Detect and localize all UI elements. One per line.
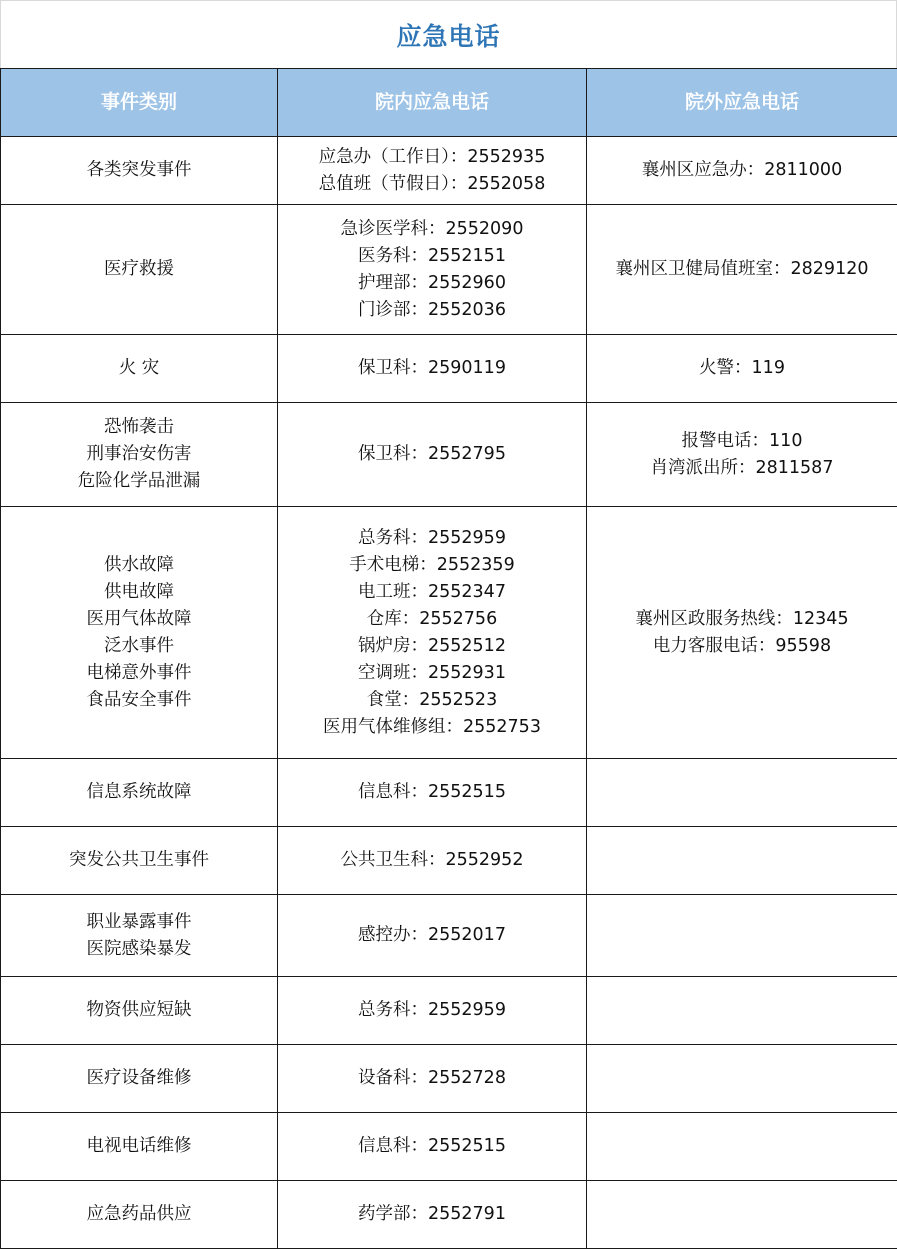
emergency-phone-table xyxy=(0,68,897,1249)
external-phone-cell xyxy=(587,1181,897,1249)
external-phone-cell xyxy=(587,827,897,895)
internal-phone-line: 空调班：2552931 xyxy=(358,662,506,683)
table-row xyxy=(1,403,897,507)
external-phone-line: 襄州区政服务热线：12345 xyxy=(635,608,849,629)
internal-phone-line: 急诊医学科：2552090 xyxy=(340,218,524,239)
table-row xyxy=(1,137,897,205)
external-phone-cell xyxy=(587,335,897,403)
table-row xyxy=(1,205,897,335)
external-phone-cell xyxy=(587,1113,897,1181)
internal-phone-cell xyxy=(278,1181,587,1249)
category-cell xyxy=(1,1045,278,1113)
external-phone-cell xyxy=(587,205,897,335)
category-line: 危险化学品泄漏 xyxy=(77,471,201,491)
internal-phone-cell xyxy=(278,759,587,827)
category-cell xyxy=(1,137,278,205)
category-cell xyxy=(1,205,278,335)
internal-phone-line: 电工班：2552347 xyxy=(358,581,506,602)
internal-phone-cell xyxy=(278,827,587,895)
internal-phone-line: 保卫科：2590119 xyxy=(358,358,506,378)
internal-phone-cell xyxy=(278,1113,587,1181)
external-phone-cell xyxy=(587,403,897,507)
external-phone-line: 电力客服电话：95598 xyxy=(652,635,832,656)
external-phone-cell xyxy=(587,137,897,205)
category-line: 电视电话维修 xyxy=(86,1136,192,1156)
internal-phone-line: 信息科：2552515 xyxy=(358,782,506,802)
internal-phone-line: 门诊部：2552036 xyxy=(358,299,506,320)
table-row xyxy=(1,1045,897,1113)
category-line: 医用气体故障 xyxy=(86,608,192,629)
category-cell xyxy=(1,827,278,895)
internal-phone-cell xyxy=(278,1045,587,1113)
internal-phone-line: 信息科：2552515 xyxy=(358,1136,506,1156)
category-line: 恐怖袭击 xyxy=(104,417,174,437)
category-line: 医疗设备维修 xyxy=(86,1068,192,1088)
table-row xyxy=(1,1181,897,1249)
category-cell xyxy=(1,335,278,403)
internal-phone-line: 感控办：2552017 xyxy=(358,925,506,945)
internal-phone-cell xyxy=(278,977,587,1045)
internal-phone-cell xyxy=(278,137,587,205)
external-phone-cell xyxy=(587,977,897,1045)
category-cell xyxy=(1,1113,278,1181)
internal-phone-line: 应急办（工作日）：2552935 xyxy=(318,146,546,167)
category-cell xyxy=(1,507,278,759)
header-category: 事件类别 xyxy=(1,69,278,137)
category-line: 信息系统故障 xyxy=(86,782,192,802)
category-line: 职业暴露事件 xyxy=(86,911,192,932)
category-cell xyxy=(1,403,278,507)
internal-phone-cell xyxy=(278,205,587,335)
external-phone-cell xyxy=(587,1045,897,1113)
category-line: 供电故障 xyxy=(104,581,174,602)
external-phone-line: 襄州区应急办：2811000 xyxy=(641,160,843,180)
category-line: 电梯意外事件 xyxy=(86,662,192,683)
internal-phone-cell xyxy=(278,335,587,403)
external-phone-line: 肖湾派出所：2811587 xyxy=(650,457,834,478)
internal-phone-line: 医务科：2552151 xyxy=(358,245,506,266)
page-title: 应急电话 xyxy=(396,21,501,51)
internal-phone-cell xyxy=(278,507,587,759)
header-internal-phone: 院内应急电话 xyxy=(278,69,587,137)
category-line: 食品安全事件 xyxy=(86,689,192,710)
external-phone-cell xyxy=(587,507,897,759)
category-line: 医疗救援 xyxy=(104,259,174,279)
internal-phone-line: 药学部：2552791 xyxy=(358,1204,506,1224)
internal-phone-line: 总务科：2552959 xyxy=(358,527,506,548)
category-line: 火 灾 xyxy=(118,358,160,378)
internal-phone-line: 锅炉房：2552512 xyxy=(358,635,506,656)
header-external-phone: 院外应急电话 xyxy=(587,69,897,137)
internal-phone-line: 公共卫生科：2552952 xyxy=(340,850,524,870)
category-line: 泛水事件 xyxy=(104,635,174,656)
external-phone-line: 襄州区卫健局值班室：2829120 xyxy=(615,259,869,279)
internal-phone-line: 手术电梯：2552359 xyxy=(349,554,515,575)
category-cell xyxy=(1,1181,278,1249)
internal-phone-line: 总务科：2552959 xyxy=(358,1000,506,1020)
category-cell xyxy=(1,895,278,977)
table-row xyxy=(1,335,897,403)
internal-phone-cell xyxy=(278,403,587,507)
internal-phone-line: 保卫科：2552795 xyxy=(358,444,506,464)
header-row xyxy=(1,69,897,137)
external-phone-line: 报警电话：110 xyxy=(681,430,803,451)
internal-phone-cell xyxy=(278,895,587,977)
category-cell xyxy=(1,759,278,827)
category-line: 各类突发事件 xyxy=(86,160,192,180)
internal-phone-line: 设备科：2552728 xyxy=(358,1068,506,1088)
category-line: 物资供应短缺 xyxy=(86,1000,192,1020)
category-line: 应急药品供应 xyxy=(86,1204,192,1224)
table-row xyxy=(1,977,897,1045)
category-line: 突发公共卫生事件 xyxy=(69,850,209,870)
table-row xyxy=(1,895,897,977)
internal-phone-line: 医用气体维修组：2552753 xyxy=(323,716,541,737)
internal-phone-line: 仓库：2552756 xyxy=(366,608,498,629)
internal-phone-line: 护理部：2552960 xyxy=(358,272,506,293)
external-phone-line: 火警：119 xyxy=(699,358,785,378)
internal-phone-line: 总值班（节假日）：2552058 xyxy=(318,173,546,194)
table-row xyxy=(1,827,897,895)
external-phone-cell xyxy=(587,759,897,827)
category-line: 医院感染暴发 xyxy=(86,938,192,959)
table-row xyxy=(1,759,897,827)
internal-phone-line: 食堂：2552523 xyxy=(366,689,498,710)
title-bar xyxy=(0,0,897,68)
category-line: 供水故障 xyxy=(104,554,174,575)
table-row xyxy=(1,1113,897,1181)
table-row xyxy=(1,507,897,759)
category-line: 刑事治安伤害 xyxy=(86,444,192,464)
external-phone-cell xyxy=(587,895,897,977)
category-cell xyxy=(1,977,278,1045)
